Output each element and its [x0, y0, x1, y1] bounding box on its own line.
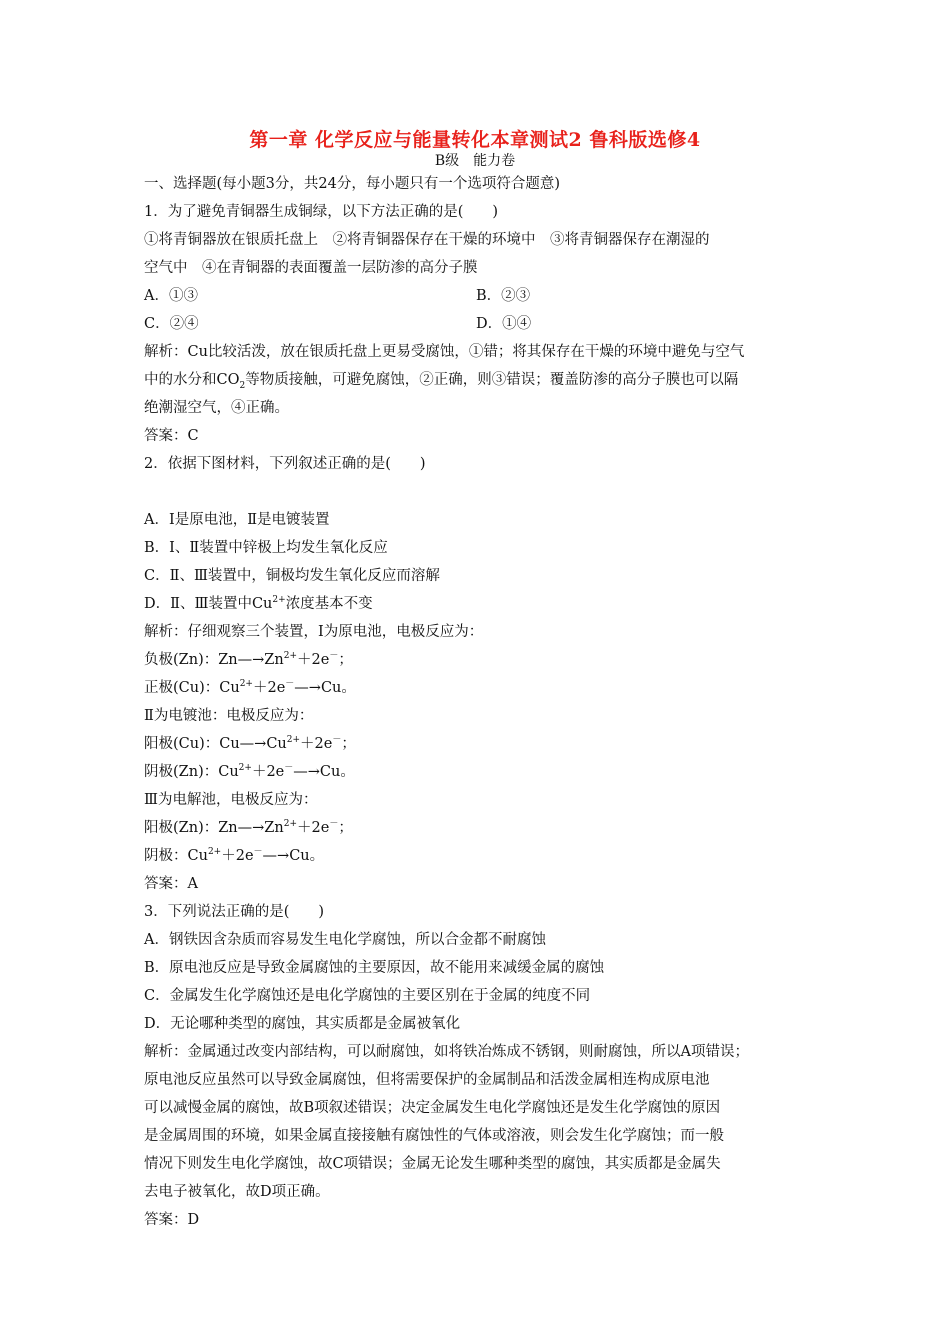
reaction-text: 阴极：Cu: [144, 848, 208, 864]
q2-option-d-text: 浓度基本不变: [285, 596, 373, 612]
reaction-text: ＋2e: [221, 848, 254, 864]
superscript: －: [284, 763, 294, 774]
q1-stem: 1．为了避免青铜器生成铜绿，以下方法正确的是( ): [144, 204, 499, 220]
q3-option-d: D．无论哪种类型的腐蚀，其实质都是金属被氧化: [144, 1016, 461, 1032]
reaction-text: 阳极(Cu)：Cu—→Cu: [144, 736, 287, 752]
q2-reaction-2: [144, 674, 809, 702]
reaction-text: 阴极(Zn)：Cu: [144, 764, 239, 780]
section-heading: 一、选择题(每小题3分，共24分，每小题只有一个选项符合题意): [144, 176, 560, 192]
reaction-text: ＋2e: [300, 736, 333, 752]
superscript: －: [329, 651, 339, 662]
reaction-text: 阳极(Zn)：Zn—→Zn: [144, 820, 284, 836]
q2-reaction-1: [144, 646, 809, 674]
q3-answer: 答案：D: [144, 1212, 200, 1228]
q1-option-a: A．①③: [144, 288, 198, 304]
reaction-text: ＋2e: [252, 680, 286, 696]
q3-analysis-line4: 是金属周围的环境，如果金属直接接触有腐蚀性的气体或溶液，则会发生化学腐蚀；而一般: [144, 1128, 724, 1144]
q3-analysis-line5: 情况下则发生电化学腐蚀，故C项错误；金属无论发生哪种类型的腐蚀，其实质都是金属失: [144, 1156, 721, 1172]
superscript: 2+: [286, 735, 301, 746]
reaction-text: —→Cu。: [293, 764, 355, 780]
q2-option-d: [144, 590, 809, 618]
reaction-text: ；: [341, 736, 356, 752]
superscript: 2+: [272, 595, 286, 606]
q2-option-d-text: D．Ⅱ、Ⅲ装置中Cu: [144, 596, 273, 612]
superscript: －: [253, 847, 263, 858]
q1-option-d: D．①④: [476, 316, 532, 332]
q1-analysis-text: 中的水分和CO: [144, 372, 240, 388]
q2-ii-intro: Ⅱ为电镀池：电极反应为：: [144, 708, 314, 724]
document-body: [144, 170, 809, 1234]
reaction-text: —→Cu。: [294, 680, 356, 696]
q2-figure-placeholder: [144, 478, 809, 506]
q1-option-c: C．②④: [144, 316, 199, 332]
superscript: 2+: [283, 651, 297, 662]
reaction-text: 负极(Zn)：Zn—→Zn: [144, 652, 284, 668]
q2-stem: 2．依据下图材料，下列叙述正确的是( ): [144, 456, 426, 472]
superscript: 2+: [207, 847, 222, 858]
q2-option-b: B．Ⅰ、Ⅱ装置中锌极上均发生氧化反应: [144, 540, 388, 556]
reaction-text: ；: [338, 820, 353, 836]
superscript: 2+: [238, 763, 252, 774]
q1-option-b: B．②③: [476, 288, 531, 304]
reaction-text: ；: [338, 652, 353, 668]
subscript: 2: [239, 380, 246, 391]
q3-analysis-line1: 解析：金属通过改变内部结构，可以耐腐蚀，如将铁冶炼成不锈钢，则耐腐蚀，所以A项错误；: [144, 1044, 749, 1060]
q1-statements-line2: 空气中 ④在青铜器的表面覆盖一层防渗的高分子膜: [144, 260, 478, 276]
q2-option-a: A．Ⅰ是原电池，Ⅱ是电镀装置: [144, 512, 330, 528]
q2-answer: 答案：A: [144, 876, 198, 892]
q1-answer: 答案：C: [144, 428, 199, 444]
q1-options-row2: [144, 310, 809, 338]
superscript: －: [285, 679, 295, 690]
reaction-text: —→Cu。: [262, 848, 325, 864]
q2-iii-intro: Ⅲ为电解池，电极反应为：: [144, 792, 318, 808]
reaction-text: ＋2e: [251, 764, 285, 780]
superscript: 2+: [283, 819, 297, 830]
q3-analysis-line6: 去电子被氧化，故D项正确。: [144, 1184, 330, 1200]
q1-options-row1: [144, 282, 809, 310]
q3-option-a: A．钢铁因含杂质而容易发生电化学腐蚀，所以合金都不耐腐蚀: [144, 932, 546, 948]
q2-reaction-6: [144, 842, 809, 870]
reaction-text: ＋2e: [297, 652, 330, 668]
reaction-text: ＋2e: [297, 820, 330, 836]
superscript: －: [332, 735, 342, 746]
q2-reaction-4: [144, 758, 809, 786]
q2-reaction-5: [144, 814, 809, 842]
q2-analysis-intro: 解析：仔细观察三个装置，Ⅰ为原电池，电极反应为：: [144, 624, 484, 640]
q3-option-c: C．金属发生化学腐蚀还是电化学腐蚀的主要区别在于金属的纯度不同: [144, 988, 591, 1004]
reaction-text: 正极(Cu)：Cu: [144, 680, 240, 696]
q2-reaction-3: [144, 730, 809, 758]
q3-stem: 3．下列说法正确的是( ): [144, 904, 325, 920]
q1-analysis-line1: 解析：Cu比较活泼，放在银质托盘上更易受腐蚀，①错；将其保存在干燥的环境中避免与空气: [144, 344, 745, 360]
q1-analysis-line3: 绝潮湿空气，④正确。: [144, 400, 289, 416]
document-title: 第一章 化学反应与能量转化本章测试2 鲁科版选修4: [249, 129, 701, 151]
document-subtitle: B级 能力卷: [434, 153, 516, 169]
superscript: －: [329, 819, 339, 830]
q1-analysis-line2: [144, 366, 809, 394]
q3-analysis-line3: 可以减慢金属的腐蚀，故B项叙述错误；决定金属发生电化学腐蚀还是发生化学腐蚀的原因: [144, 1100, 721, 1116]
q2-option-c: C．Ⅱ、Ⅲ装置中，铜极均发生氧化反应而溶解: [144, 568, 440, 584]
q3-option-b: B．原电池反应是导致金属腐蚀的主要原因，故不能用来减缓金属的腐蚀: [144, 960, 605, 976]
q1-statements-line1: ①将青铜器放在银质托盘上 ②将青铜器保存在干燥的环境中 ③将青铜器保存在潮湿的: [144, 232, 710, 248]
superscript: 2+: [239, 679, 253, 690]
q3-analysis-line2: 原电池反应虽然可以导致金属腐蚀，但将需要保护的金属制品和活泼金属相连构成原电池: [144, 1072, 710, 1088]
q1-analysis-text: 等物质接触，可避免腐蚀，②正确，则③错误；覆盖防渗的高分子膜也可以隔: [245, 372, 739, 388]
